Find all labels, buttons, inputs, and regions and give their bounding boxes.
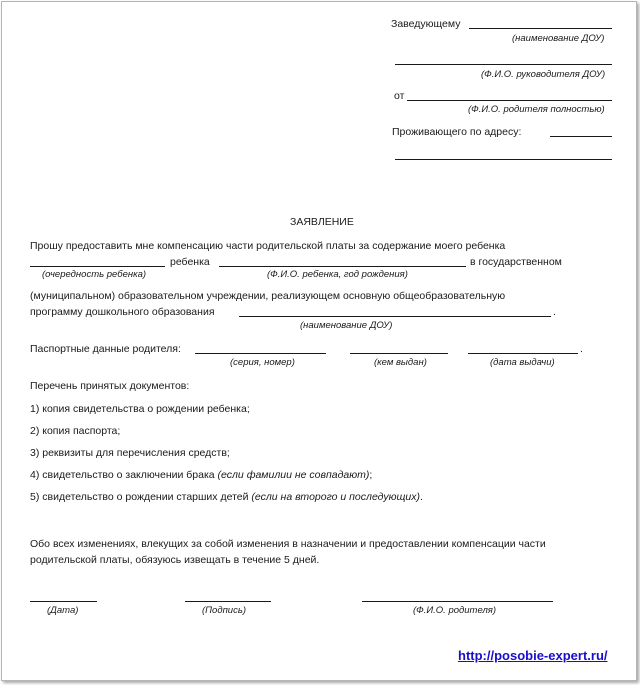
document-item — [30, 492, 423, 503]
to-label: Заведующему — [391, 18, 461, 30]
document-item-note: (если на второго и последующих) — [251, 491, 421, 503]
parent-name-line[interactable] — [407, 100, 612, 101]
passport-series-line[interactable] — [195, 353, 326, 354]
passport-period: . — [580, 343, 583, 355]
address-line-1[interactable] — [550, 136, 612, 137]
signature-date-line[interactable] — [30, 601, 97, 602]
dou-name-line[interactable] — [469, 28, 612, 29]
institution-line: (муниципальном) образовательном учреждении, реализующем основную общеобразовательную — [30, 290, 506, 302]
application-document — [1, 1, 637, 681]
document-item-note: (если фамилии не совпадают) — [217, 469, 370, 481]
document-item-text: 4) свидетельство о заключении брака — [30, 469, 218, 481]
document-item-tail: . — [420, 491, 423, 503]
head-name-line[interactable] — [395, 64, 612, 65]
passport-issued-line[interactable] — [350, 353, 448, 354]
document-item-text: 5) свидетельство о рождении старших детей — [30, 491, 252, 503]
dou-hint: (наименование ДОУ) — [512, 33, 605, 44]
head-hint: (Ф.И.О. руководителя ДОУ) — [481, 69, 606, 80]
document-item-tail: ; — [369, 469, 373, 481]
in-state-text: в государственном — [470, 256, 562, 268]
parent-hint: (Ф.И.О. родителя полностью) — [468, 104, 605, 115]
date-issued-hint: (дата выдачи) — [490, 357, 555, 368]
address-line-2[interactable] — [395, 159, 612, 160]
dou-name-line-2[interactable] — [239, 316, 551, 317]
address-label: Проживающего по адресу: — [392, 126, 522, 138]
website-link[interactable]: http://posobie-expert.ru/ — [458, 648, 608, 663]
notice-line-2: родительской платы, обязуюсь извещать в течение 5 дней. — [30, 554, 320, 566]
documents-heading: Перечень принятых документов: — [30, 380, 190, 392]
passport-label: Паспортные данные родителя: — [30, 343, 181, 355]
program-period: . — [553, 306, 556, 318]
child-hint: (Ф.И.О. ребенка, год рождения) — [267, 269, 408, 280]
order-hint: (очередность ребенка) — [42, 269, 147, 280]
from-label: от — [394, 90, 405, 102]
dou-hint-2: (наименование ДОУ) — [300, 320, 393, 331]
document-item — [30, 426, 120, 437]
document-item — [30, 404, 250, 415]
signature-sign-hint: (Подпись) — [202, 605, 247, 616]
document-item — [30, 448, 230, 459]
document-title: ЗАЯВЛЕНИЕ — [290, 216, 354, 228]
document-item — [30, 470, 372, 481]
document-item-text: 2) копия паспорта; — [30, 425, 121, 437]
child-word: ребенка — [170, 256, 210, 268]
signature-date-hint: (Дата) — [47, 605, 79, 616]
series-hint: (серия, номер) — [230, 357, 295, 368]
signature-name-line[interactable] — [362, 601, 553, 602]
document-item-text: 1) копия свидетельства о рождении ребенка; — [30, 403, 250, 415]
program-line: программу дошкольного образования — [30, 306, 215, 318]
notice-line-1: Обо всех изменениях, влекущих за собой изменения в назначении и предоставлении компенсации части — [30, 538, 546, 550]
document-item-text: 3) реквизиты для перечисления средств; — [30, 447, 230, 459]
child-name-line[interactable] — [219, 266, 466, 267]
signature-name-hint: (Ф.И.О. родителя) — [413, 605, 497, 616]
issued-hint: (кем выдан) — [374, 357, 427, 368]
passport-date-line[interactable] — [468, 353, 578, 354]
request-line: Прошу предоставить мне компенсацию части родительской платы за содержание моего ребенка — [30, 240, 506, 252]
signature-sign-line[interactable] — [185, 601, 271, 602]
child-order-line[interactable] — [30, 266, 165, 267]
